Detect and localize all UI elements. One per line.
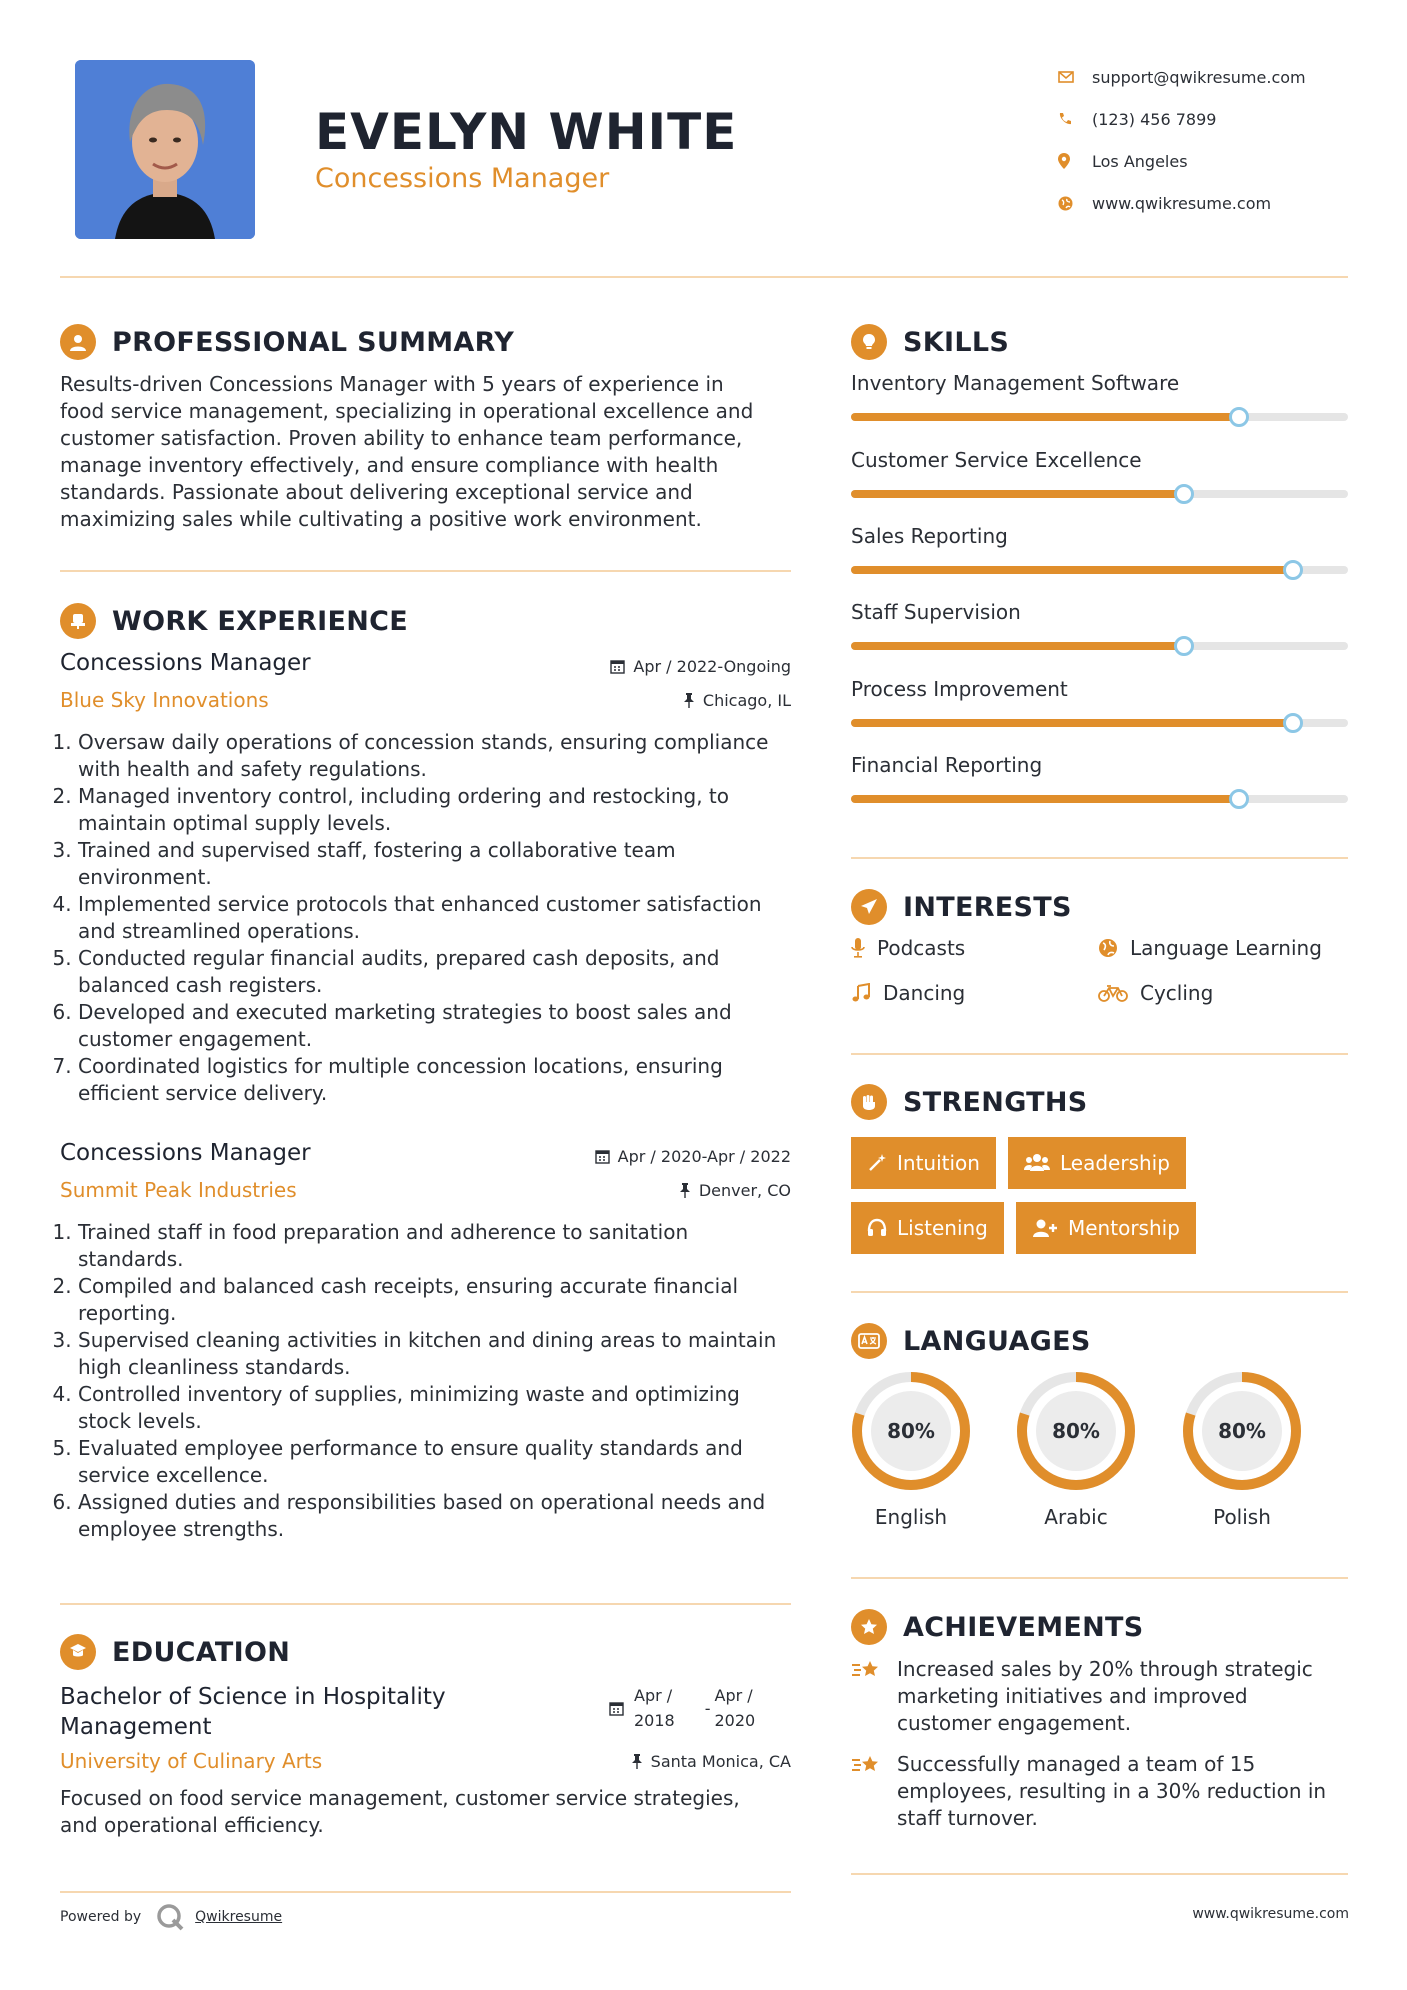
education-location-text: Santa Monica, CA [650, 1752, 791, 1771]
paper-plane-icon [851, 889, 887, 925]
skill-fill [851, 566, 1293, 574]
languages-title: LANGUAGES [903, 1325, 1091, 1357]
map-pin-icon [1058, 153, 1092, 169]
skill-track [851, 566, 1348, 574]
education-heading [60, 1634, 290, 1670]
summary-line: Results-driven Concessions Manager with 5 years of experience in [60, 372, 724, 396]
job-duties [58, 729, 798, 1107]
location-text: Los Angeles [1092, 151, 1188, 171]
summary-line: standards. Passionate about delivering exceptional service and [60, 480, 693, 504]
start-date-month: Apr / [634, 1686, 673, 1705]
summary-line: food service management, specializing in operational excellence and [60, 399, 754, 423]
languages-divider [851, 1577, 1348, 1579]
calendar-icon [609, 1701, 624, 1716]
shooting-star-icon [851, 1751, 897, 1832]
skill-label: Staff Supervision [851, 600, 1021, 624]
user-icon [60, 324, 96, 360]
strength-badge-leadership [1008, 1137, 1186, 1189]
duty-item: 5. Conducted regular financial audits, prepared cash deposits, and balanced cash registers. [78, 945, 798, 999]
contact-location [1058, 140, 1378, 182]
achievement-text [897, 1751, 1326, 1832]
contact-website[interactable] [1058, 182, 1378, 224]
strength-badge-listening [851, 1202, 1004, 1254]
language-percent: 80% [1052, 1419, 1100, 1443]
skill-item [851, 753, 1348, 803]
strength-label: Intuition [897, 1151, 980, 1175]
globe-icon [1058, 196, 1092, 211]
skill-item [851, 524, 1348, 574]
powered-by-text: Powered by [60, 1909, 142, 1925]
job-date [595, 1147, 791, 1166]
skill-fill [851, 490, 1184, 498]
language-percent: 80% [1218, 1419, 1266, 1443]
shooting-star-icon [851, 1656, 897, 1737]
strength-label: Listening [897, 1216, 988, 1240]
strengths-divider [851, 1291, 1348, 1293]
achievements-title: ACHIEVEMENTS [903, 1611, 1144, 1643]
interest-cycling [1098, 981, 1213, 1005]
skill-label: Inventory Management Software [851, 371, 1180, 395]
date-separator: - [704, 1698, 711, 1718]
education-desc-line: Focused on food service management, customer service strategies, [60, 1786, 740, 1810]
skill-track [851, 719, 1348, 727]
language-name: English [874, 1505, 948, 1529]
duty-item: 4. Controlled inventory of supplies, minimizing waste and optimizing stock levels. [78, 1381, 798, 1435]
achievement-item [851, 1656, 1348, 1737]
job-company: Blue Sky Innovations [60, 688, 269, 712]
duty-item: 7. Coordinated logistics for multiple concession locations, ensuring efficient service delivery. [78, 1053, 798, 1107]
duty-item: 6. Developed and executed marketing strategies to boost sales and customer engagement. [78, 999, 798, 1053]
job-company: Summit Peak Industries [60, 1178, 297, 1202]
summary-text [60, 371, 800, 533]
envelope-icon [1058, 71, 1092, 83]
calendar-icon [610, 659, 625, 674]
education-description [60, 1785, 800, 1839]
strength-label: Leadership [1060, 1151, 1170, 1175]
header-divider [60, 276, 1348, 278]
language-polish [1180, 1369, 1304, 1529]
start-date [634, 1683, 675, 1733]
education-desc-line: and operational efficiency. [60, 1813, 324, 1837]
achievement-line: staff turnover. [897, 1806, 1038, 1830]
candidate-title: Concessions Manager [315, 163, 610, 194]
pushpin-icon [631, 1754, 643, 1769]
summary-title: PROFESSIONAL SUMMARY [112, 326, 515, 358]
start-date-year: 2018 [634, 1711, 675, 1730]
achievement-line: customer engagement. [897, 1711, 1132, 1735]
interests-title: INTERESTS [903, 891, 1072, 923]
work-heading [60, 603, 408, 639]
microphone-icon [851, 938, 865, 958]
pushpin-icon [683, 693, 695, 708]
duty-item: 3. Trained and supervised staff, fostering a collaborative team environment. [78, 837, 798, 891]
education-divider [60, 1891, 791, 1893]
achievement-line: employees, resulting in a 30% reduction in [897, 1779, 1327, 1803]
interest-language-learning [1098, 936, 1322, 960]
skill-knob [1229, 789, 1249, 809]
job-title: Concessions Manager [60, 1140, 311, 1166]
summary-line: maximizing sales while cultivating a positive work environment. [60, 507, 702, 531]
language-name: Polish [1213, 1505, 1271, 1529]
job-duties [58, 1219, 798, 1543]
skill-label: Customer Service Excellence [851, 448, 1142, 472]
job-location [679, 1181, 791, 1200]
contact-email[interactable] [1058, 56, 1378, 98]
duty-item: 2. Managed inventory control, including ordering and restocking, to maintain optimal supply levels. [78, 783, 798, 837]
job-location-text: Chicago, IL [702, 691, 791, 710]
achievement-line: Increased sales by 20% through strategic [897, 1657, 1313, 1681]
achievement-line: marketing initiatives and improved [897, 1684, 1248, 1708]
achievements-heading [851, 1609, 1144, 1645]
work-title: WORK EXPERIENCE [112, 605, 408, 637]
degree-line: Bachelor of Science in Hospitality [60, 1684, 446, 1710]
skill-item [851, 677, 1348, 727]
strengths-heading [851, 1084, 1088, 1120]
job-date-text: Apr / 2020-Apr / 2022 [617, 1147, 791, 1166]
skill-fill [851, 413, 1239, 421]
globe-icon [1098, 938, 1118, 958]
user-plus-icon [1032, 1218, 1058, 1238]
language-icon [851, 1323, 887, 1359]
interests-divider [851, 1053, 1348, 1055]
duty-item: 1. Trained staff in food preparation and adherence to sanitation standards. [78, 1219, 798, 1273]
language-name: Arabic [1044, 1505, 1108, 1529]
interest-label: Dancing [883, 981, 966, 1005]
job-title: Concessions Manager [60, 650, 311, 676]
qwikresume-logo-icon [155, 1902, 185, 1932]
lightbulb-icon [851, 324, 887, 360]
email-text: support@qwikresume.com [1092, 67, 1306, 87]
skill-fill [851, 642, 1184, 650]
magic-wand-icon [867, 1153, 887, 1173]
skill-knob [1229, 407, 1249, 427]
strength-badge-intuition [851, 1137, 996, 1189]
language-arabic [1014, 1369, 1138, 1529]
school-name: University of Culinary Arts [60, 1749, 323, 1773]
calendar-icon [595, 1149, 610, 1164]
skill-track [851, 490, 1348, 498]
strength-badge-mentorship [1016, 1202, 1196, 1254]
duty-item: 4. Implemented service protocols that enhanced customer satisfaction and streamlined operations. [78, 891, 798, 945]
job-location-text: Denver, CO [698, 1181, 791, 1200]
strengths-title: STRENGTHS [903, 1086, 1088, 1118]
pushpin-icon [679, 1183, 691, 1198]
interest-label: Podcasts [877, 936, 966, 960]
language-english [849, 1369, 973, 1529]
skill-label: Sales Reporting [851, 524, 1008, 548]
skills-divider [851, 857, 1348, 859]
job-date-text: Apr / 2022-Ongoing [633, 657, 791, 676]
contact-block [1058, 56, 1378, 224]
achievements-divider [851, 1873, 1348, 1875]
achievement-item [851, 1751, 1348, 1832]
skill-track [851, 413, 1348, 421]
music-note-icon [851, 983, 871, 1003]
achievement-text [897, 1656, 1313, 1737]
skill-item [851, 371, 1348, 421]
duty-item: 6. Assigned duties and responsibilities based on operational needs and employee strengths. [78, 1489, 798, 1543]
education-title: EDUCATION [112, 1636, 291, 1668]
skill-knob [1283, 713, 1303, 733]
summary-heading [60, 324, 514, 360]
skill-knob [1283, 560, 1303, 580]
skill-knob [1174, 636, 1194, 656]
phone-text: (123) 456 7899 [1092, 109, 1217, 129]
bicycle-icon [1098, 984, 1128, 1002]
skill-track [851, 642, 1348, 650]
users-icon [1024, 1153, 1050, 1173]
skill-item [851, 448, 1348, 498]
star-badge-icon [851, 1609, 887, 1645]
headphones-icon [867, 1218, 887, 1238]
fist-icon [851, 1084, 887, 1120]
candidate-name: EVELYN WHITE [315, 103, 738, 161]
summary-line: manage inventory effectively, and ensure compliance with health [60, 453, 719, 477]
skill-label: Process Improvement [851, 677, 1068, 701]
work-divider [60, 1603, 791, 1605]
end-date-month: Apr / [714, 1686, 753, 1705]
skill-fill [851, 795, 1239, 803]
interest-podcasts [851, 936, 965, 960]
interests-heading [851, 889, 1072, 925]
skill-track [851, 795, 1348, 803]
footer-website[interactable]: www.qwikresume.com [1192, 1906, 1349, 1922]
duty-item: 1. Oversaw daily operations of concession stands, ensuring compliance with health and safety regulations. [78, 729, 798, 783]
graduation-icon [60, 1634, 96, 1670]
briefcase-icon [60, 603, 96, 639]
summary-line: customer satisfaction. Proven ability to enhance team performance, [60, 426, 743, 450]
skills-title: SKILLS [903, 326, 1010, 358]
duty-item: 3. Supervised cleaning activities in kitchen and dining areas to maintain high cleanliness standards. [78, 1327, 798, 1381]
languages-heading [851, 1323, 1091, 1359]
contact-phone[interactable] [1058, 98, 1378, 140]
skills-heading [851, 324, 1009, 360]
education-dates [609, 1683, 755, 1733]
powered-by [60, 1902, 282, 1932]
job-date [610, 657, 791, 676]
end-date [715, 1683, 756, 1733]
duty-item: 5. Evaluated employee performance to ensure quality standards and service excellence. [78, 1435, 798, 1489]
website-text: www.qwikresume.com [1092, 193, 1272, 213]
profile-photo [75, 60, 255, 239]
job-location [683, 691, 791, 710]
degree-line: Management [60, 1714, 212, 1740]
summary-divider [60, 570, 791, 572]
end-date-year: 2020 [714, 1711, 756, 1730]
degree-title [60, 1682, 446, 1742]
education-location [631, 1752, 791, 1771]
phone-icon [1058, 112, 1092, 126]
language-percent: 80% [887, 1419, 935, 1443]
interest-label: Cycling [1140, 981, 1214, 1005]
skill-label: Financial Reporting [851, 753, 1043, 777]
achievement-line: Successfully managed a team of 15 [897, 1752, 1256, 1776]
skill-fill [851, 719, 1293, 727]
qwikresume-link[interactable]: Qwikresume [195, 1909, 283, 1925]
skill-item [851, 600, 1348, 650]
skill-knob [1174, 484, 1194, 504]
strength-label: Mentorship [1068, 1216, 1180, 1240]
interest-label: Language Learning [1130, 936, 1322, 960]
duty-item: 2. Compiled and balanced cash receipts, ensuring accurate financial reporting. [78, 1273, 798, 1327]
interest-dancing [851, 981, 965, 1005]
